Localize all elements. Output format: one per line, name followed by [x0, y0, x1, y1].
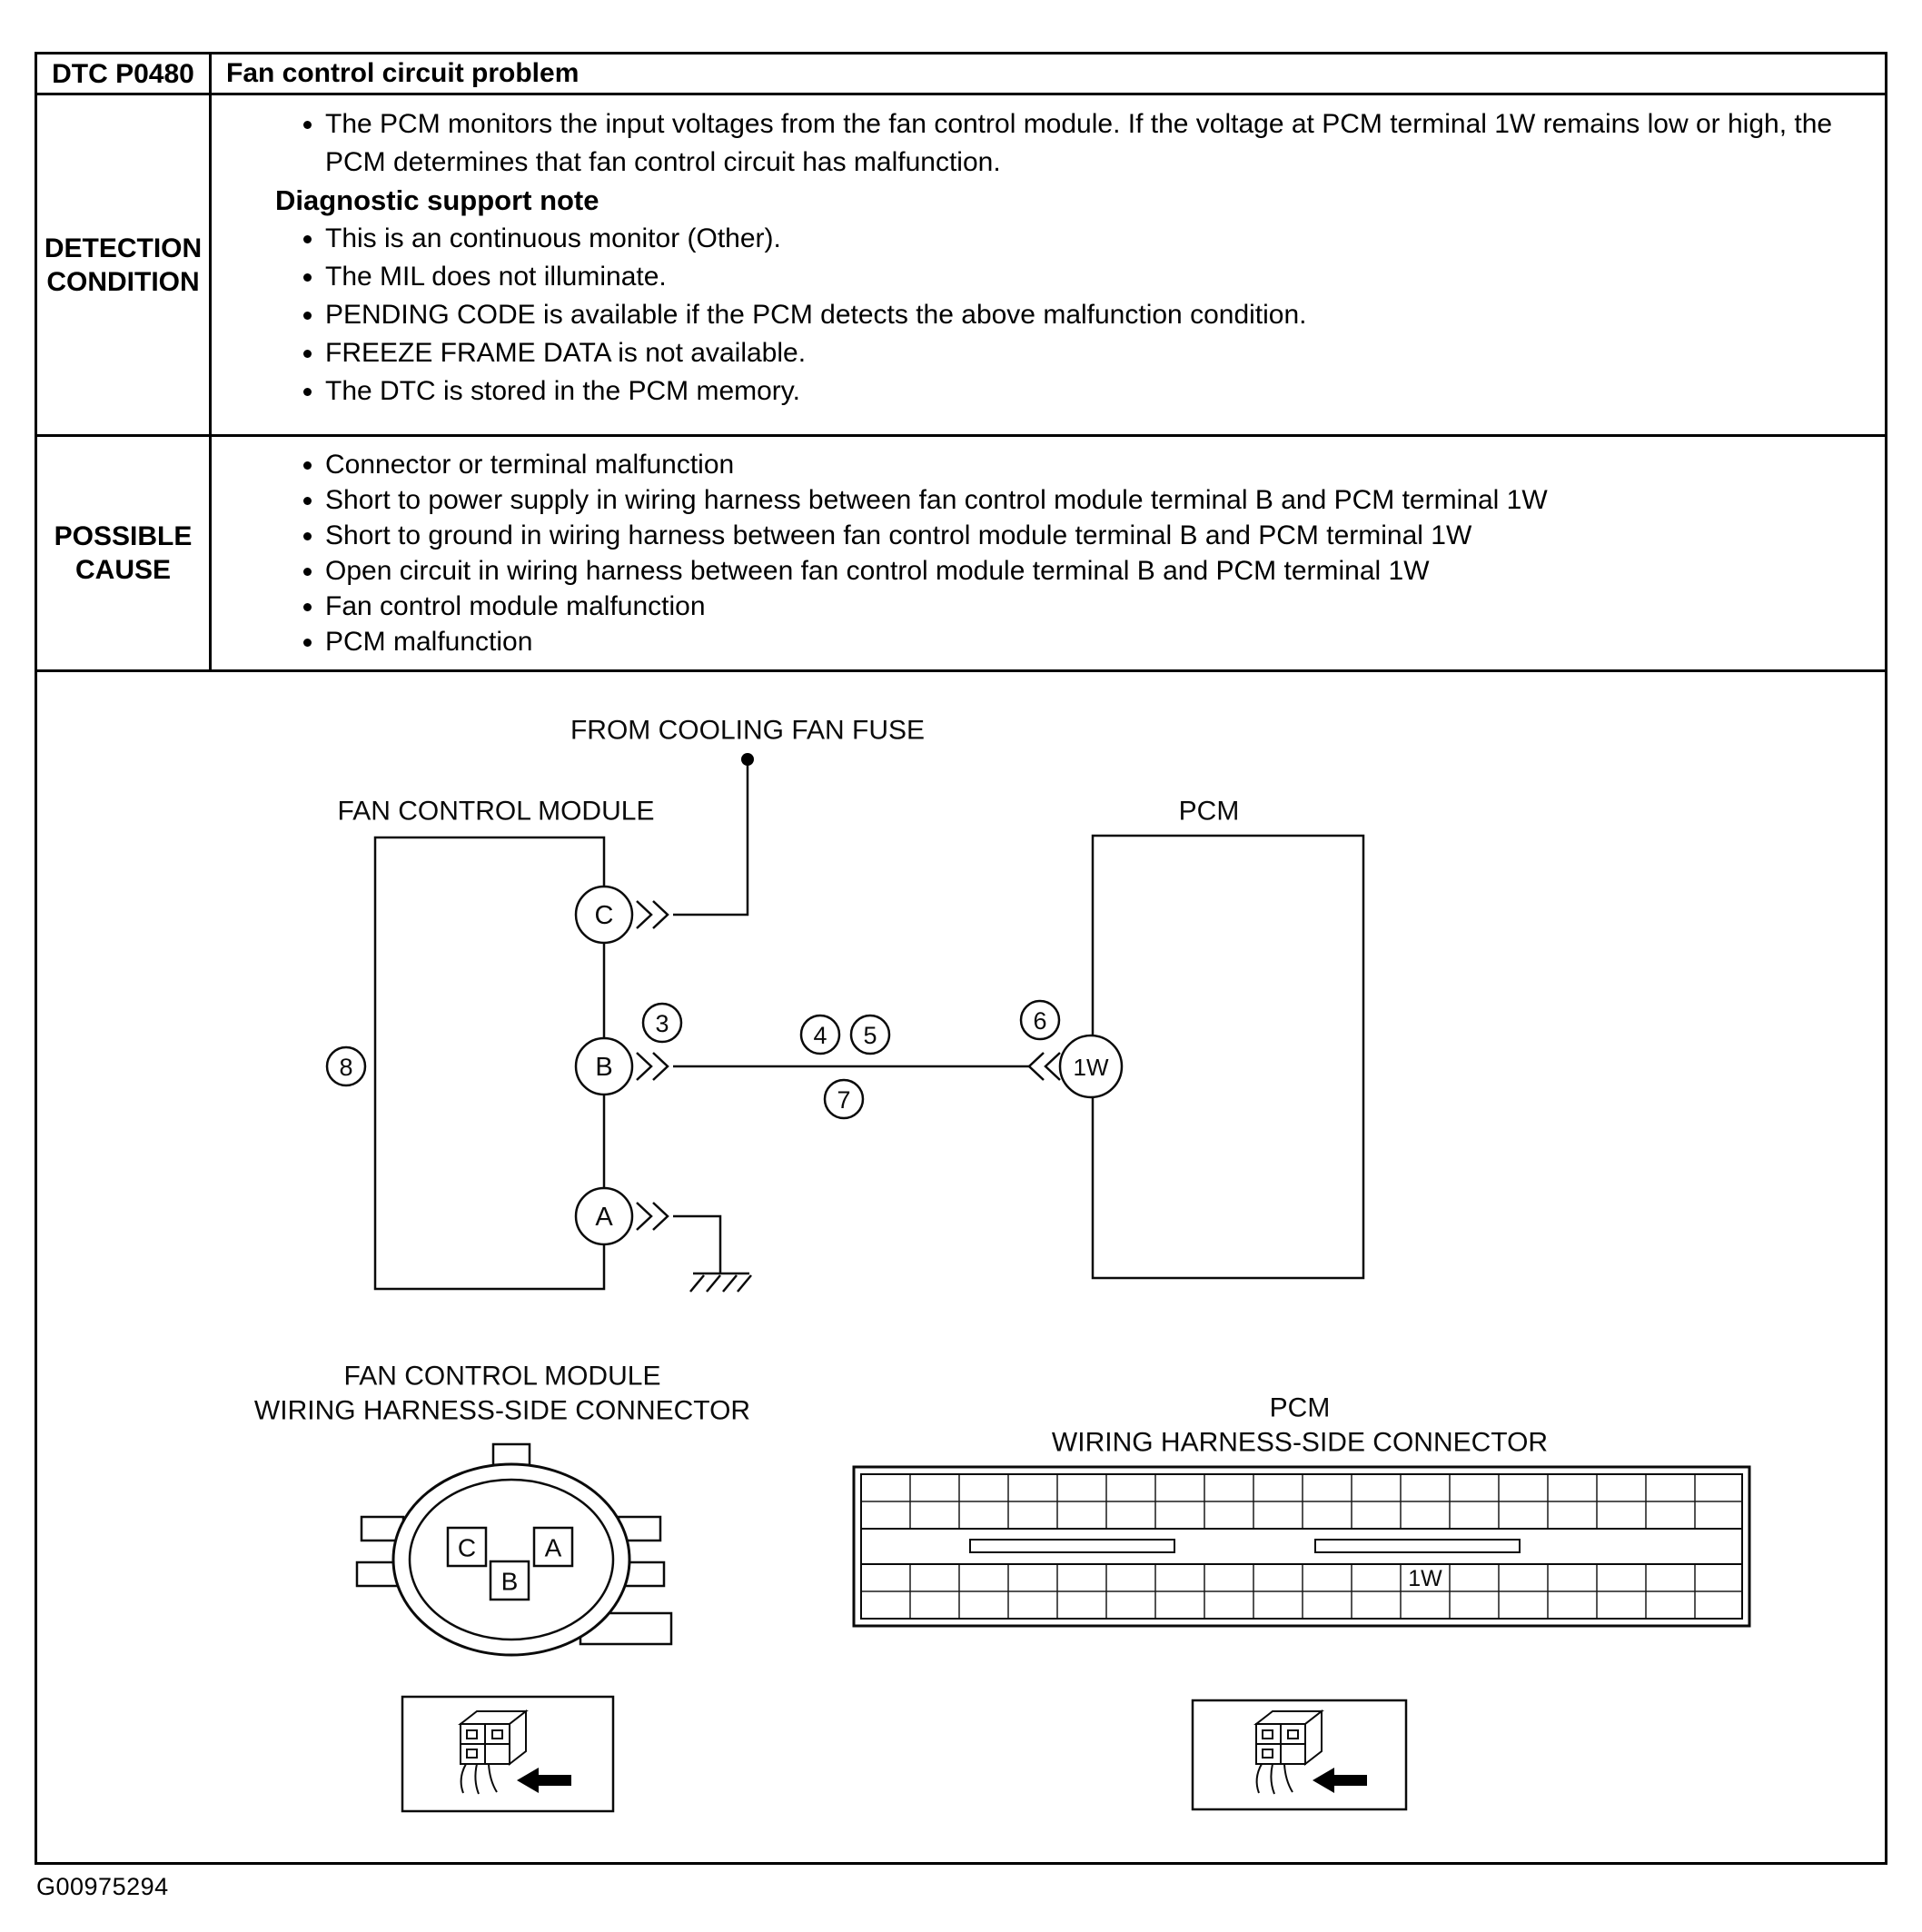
pcm-connector-title-line2: WIRING HARNESS-SIDE CONNECTOR — [1051, 1427, 1549, 1458]
fuse-wire — [673, 759, 748, 915]
pcm-label: PCM — [1178, 796, 1240, 827]
detection-condition-label — [37, 95, 212, 434]
svg-text:3: 3 — [655, 1010, 669, 1037]
terminal-c-label: C — [594, 901, 614, 930]
svg-text:6: 6 — [1033, 1007, 1047, 1035]
fan-connector-pin-b-label: B — [500, 1567, 519, 1596]
terminal-b — [576, 1038, 632, 1095]
detection-intro-bullet: • The PCM monitors the input voltages from the fan control module. If the voltage at PCM terminal 1W remains low or high, the PCM determines that fan control circuit has malfunction. — [325, 105, 1859, 182]
possible-cause-label — [37, 437, 212, 669]
detection-condition-content — [212, 95, 1885, 434]
svg-text:5: 5 — [863, 1022, 877, 1049]
wiring-diagram-area — [37, 672, 1885, 1862]
detection-bullet: • FREEZE FRAME DATA is not available. — [325, 334, 1859, 372]
detection-label-line1: DETECTION — [44, 233, 203, 263]
terminal-c — [576, 887, 632, 943]
detection-bullet: • PENDING CODE is available if the PCM detects the above malfunction condition. — [325, 296, 1859, 334]
ground-wire — [673, 1216, 720, 1273]
callout-4 — [801, 1016, 839, 1054]
terminal-a-label: A — [595, 1203, 613, 1232]
terminal-1w-label: 1W — [1073, 1054, 1109, 1081]
cause-bullet: • Short to power supply in wiring harness between fan control module terminal B and PCM terminal 1W — [325, 482, 1859, 518]
pcm-connector-view-inset — [1193, 1700, 1406, 1809]
callout-6 — [1021, 1001, 1059, 1039]
dtc-title: Fan control circuit problem — [226, 58, 580, 88]
chevron-right-icon — [637, 901, 668, 928]
pcm-box — [1093, 836, 1363, 1278]
chevron-right-icon — [637, 1053, 668, 1080]
fan-control-module-box — [375, 837, 604, 1289]
terminal-a — [576, 1188, 632, 1244]
detection-label-line2: CONDITION — [46, 266, 200, 297]
terminal-1w — [1060, 1035, 1122, 1097]
possible-cause-label-line2: CAUSE — [74, 555, 171, 585]
possible-cause-list — [275, 447, 1859, 659]
fan-control-module-label: FAN CONTROL MODULE — [337, 796, 655, 827]
possible-cause-label-line1: POSSIBLE — [54, 521, 193, 551]
wiring-diagram — [37, 672, 1885, 1862]
svg-text:4: 4 — [813, 1022, 827, 1049]
callout-5 — [851, 1016, 889, 1054]
figure-id: G00975294 — [36, 1873, 169, 1900]
fan-connector-pin-a-label: A — [544, 1533, 562, 1562]
fuse-junction-dot — [741, 753, 754, 766]
terminal-b-label: B — [595, 1053, 613, 1082]
dtc-table — [35, 52, 1887, 1865]
svg-text:7: 7 — [837, 1086, 851, 1114]
detection-bullet-list — [275, 220, 1859, 411]
callout-7 — [825, 1080, 863, 1118]
cause-bullet: • Open circuit in wiring harness between fan control module terminal B and PCM terminal 1W — [325, 553, 1859, 589]
detection-bullet: • The MIL does not illuminate. — [325, 258, 1859, 296]
possible-cause-content — [212, 437, 1885, 669]
fan-connector-view-inset — [402, 1697, 613, 1811]
fuse-label: FROM COOLING FAN FUSE — [570, 715, 926, 746]
cause-bullet: • Connector or terminal malfunction — [325, 447, 1859, 482]
dtc-code: DTC P0480 — [37, 54, 212, 93]
pcm-connector-title-line1: PCM — [1269, 1392, 1331, 1423]
fan-connector-drawing — [357, 1444, 671, 1655]
dtc-header-row — [37, 54, 1885, 93]
pcm-connector-pin-1w-label: 1W — [1408, 1566, 1442, 1591]
cause-bullet: • Short to ground in wiring harness between fan control module terminal B and PCM terminal 1W — [325, 518, 1859, 553]
fan-connector-pin-c-label: C — [457, 1533, 477, 1562]
svg-text:8: 8 — [339, 1054, 353, 1081]
detection-intro-list — [275, 105, 1859, 182]
detection-condition-row — [37, 93, 1885, 434]
cause-bullet: • PCM malfunction — [325, 624, 1859, 659]
callout-8 — [327, 1047, 365, 1085]
chevron-left-icon — [1029, 1053, 1060, 1080]
fan-connector-title-line1: FAN CONTROL MODULE — [343, 1361, 661, 1392]
diagnostic-support-note-heading: Diagnostic support note — [275, 184, 599, 216]
detection-bullet: • The DTC is stored in the PCM memory. — [325, 372, 1859, 411]
detection-bullet: • This is an continuous monitor (Other). — [325, 220, 1859, 258]
callout-3 — [643, 1004, 681, 1042]
possible-cause-row — [37, 434, 1885, 669]
fan-connector-title-line2: WIRING HARNESS-SIDE CONNECTOR — [253, 1395, 751, 1426]
pcm-connector-drawing — [854, 1467, 1749, 1626]
chevron-right-icon — [637, 1203, 668, 1230]
cause-bullet: • Fan control module malfunction — [325, 589, 1859, 624]
wiring-diagram-row — [37, 669, 1885, 1862]
